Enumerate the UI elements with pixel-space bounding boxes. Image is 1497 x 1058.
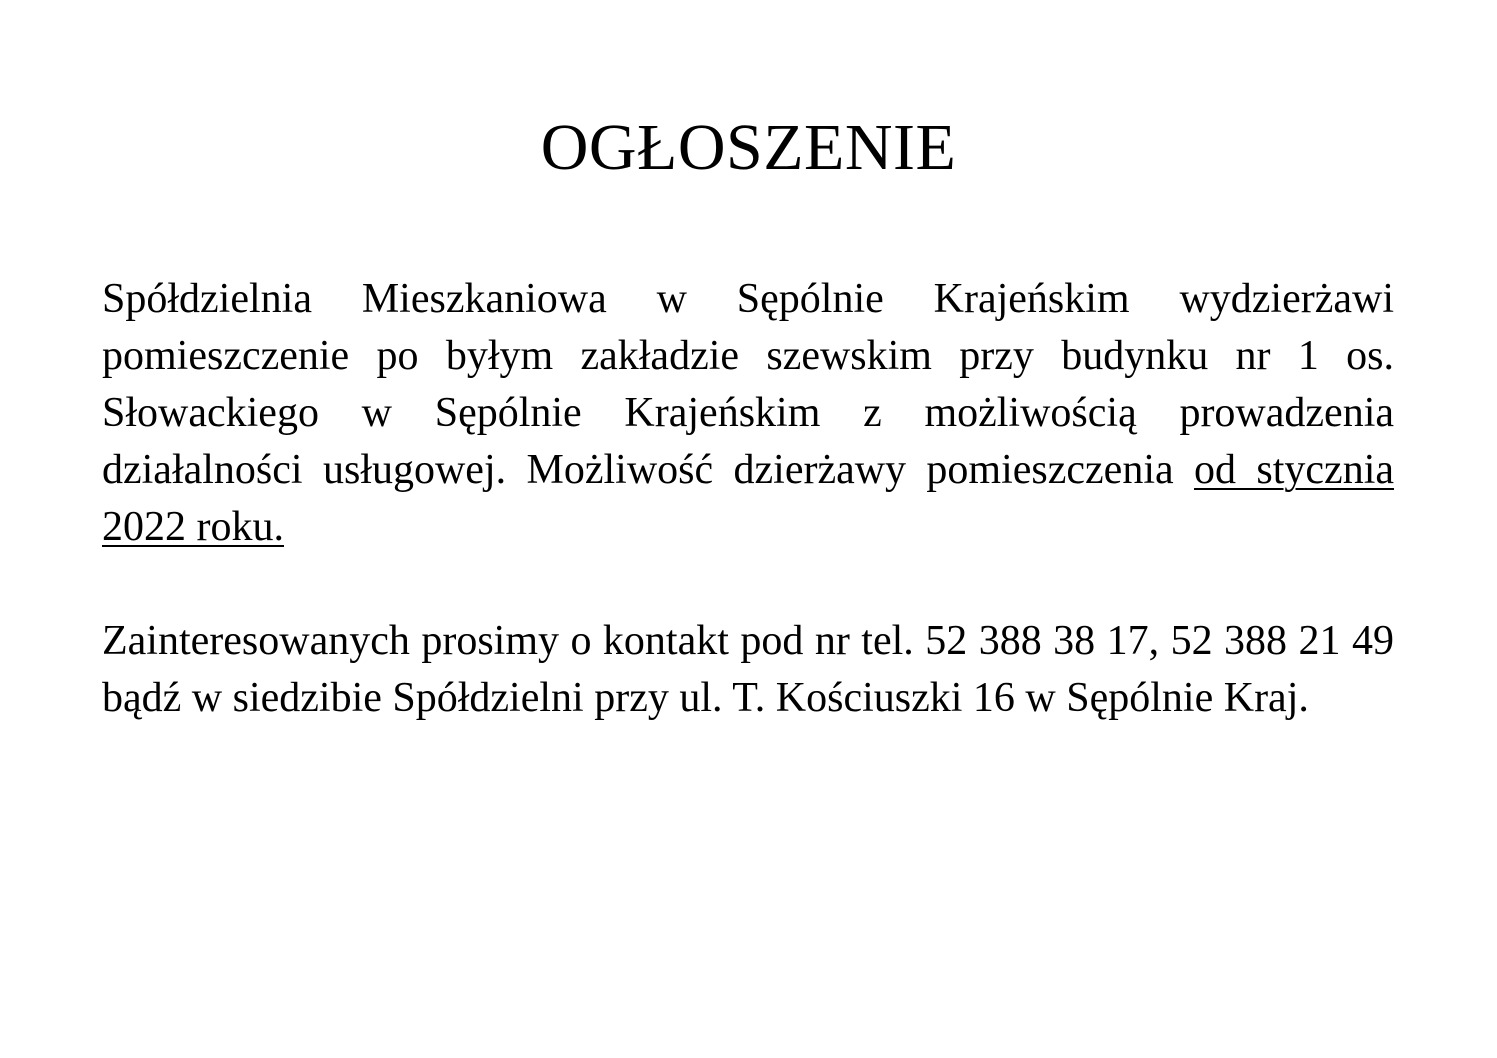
page-title: OGŁOSZENIE (540, 111, 957, 184)
contact-paragraph: Zainteresowanych prosimy o kontakt pod nr tel. 52 388 38 17, 52 388 21 49 bądź w siedzibie Spółdzielni przy ul. T. Kościuszki 16 w Sępólnie Kraj. (102, 618, 1394, 721)
announcement-paragraph-1 (102, 271, 1394, 556)
availability-date-text: od stycznia 2022 roku. (102, 447, 1394, 550)
paragraph-1-text: Spółdzielnia Mieszkaniowa w Sępólnie Krajeńskim wydzierżawi pomieszczenie po byłym zakładzie szewskim przy budynku nr 1 os. Słowackiego w Sępólnie Krajeńskim z możliwością prowadzenia działalności usługowej. Możliwość dzierżawy pomieszczenia (102, 276, 1394, 493)
